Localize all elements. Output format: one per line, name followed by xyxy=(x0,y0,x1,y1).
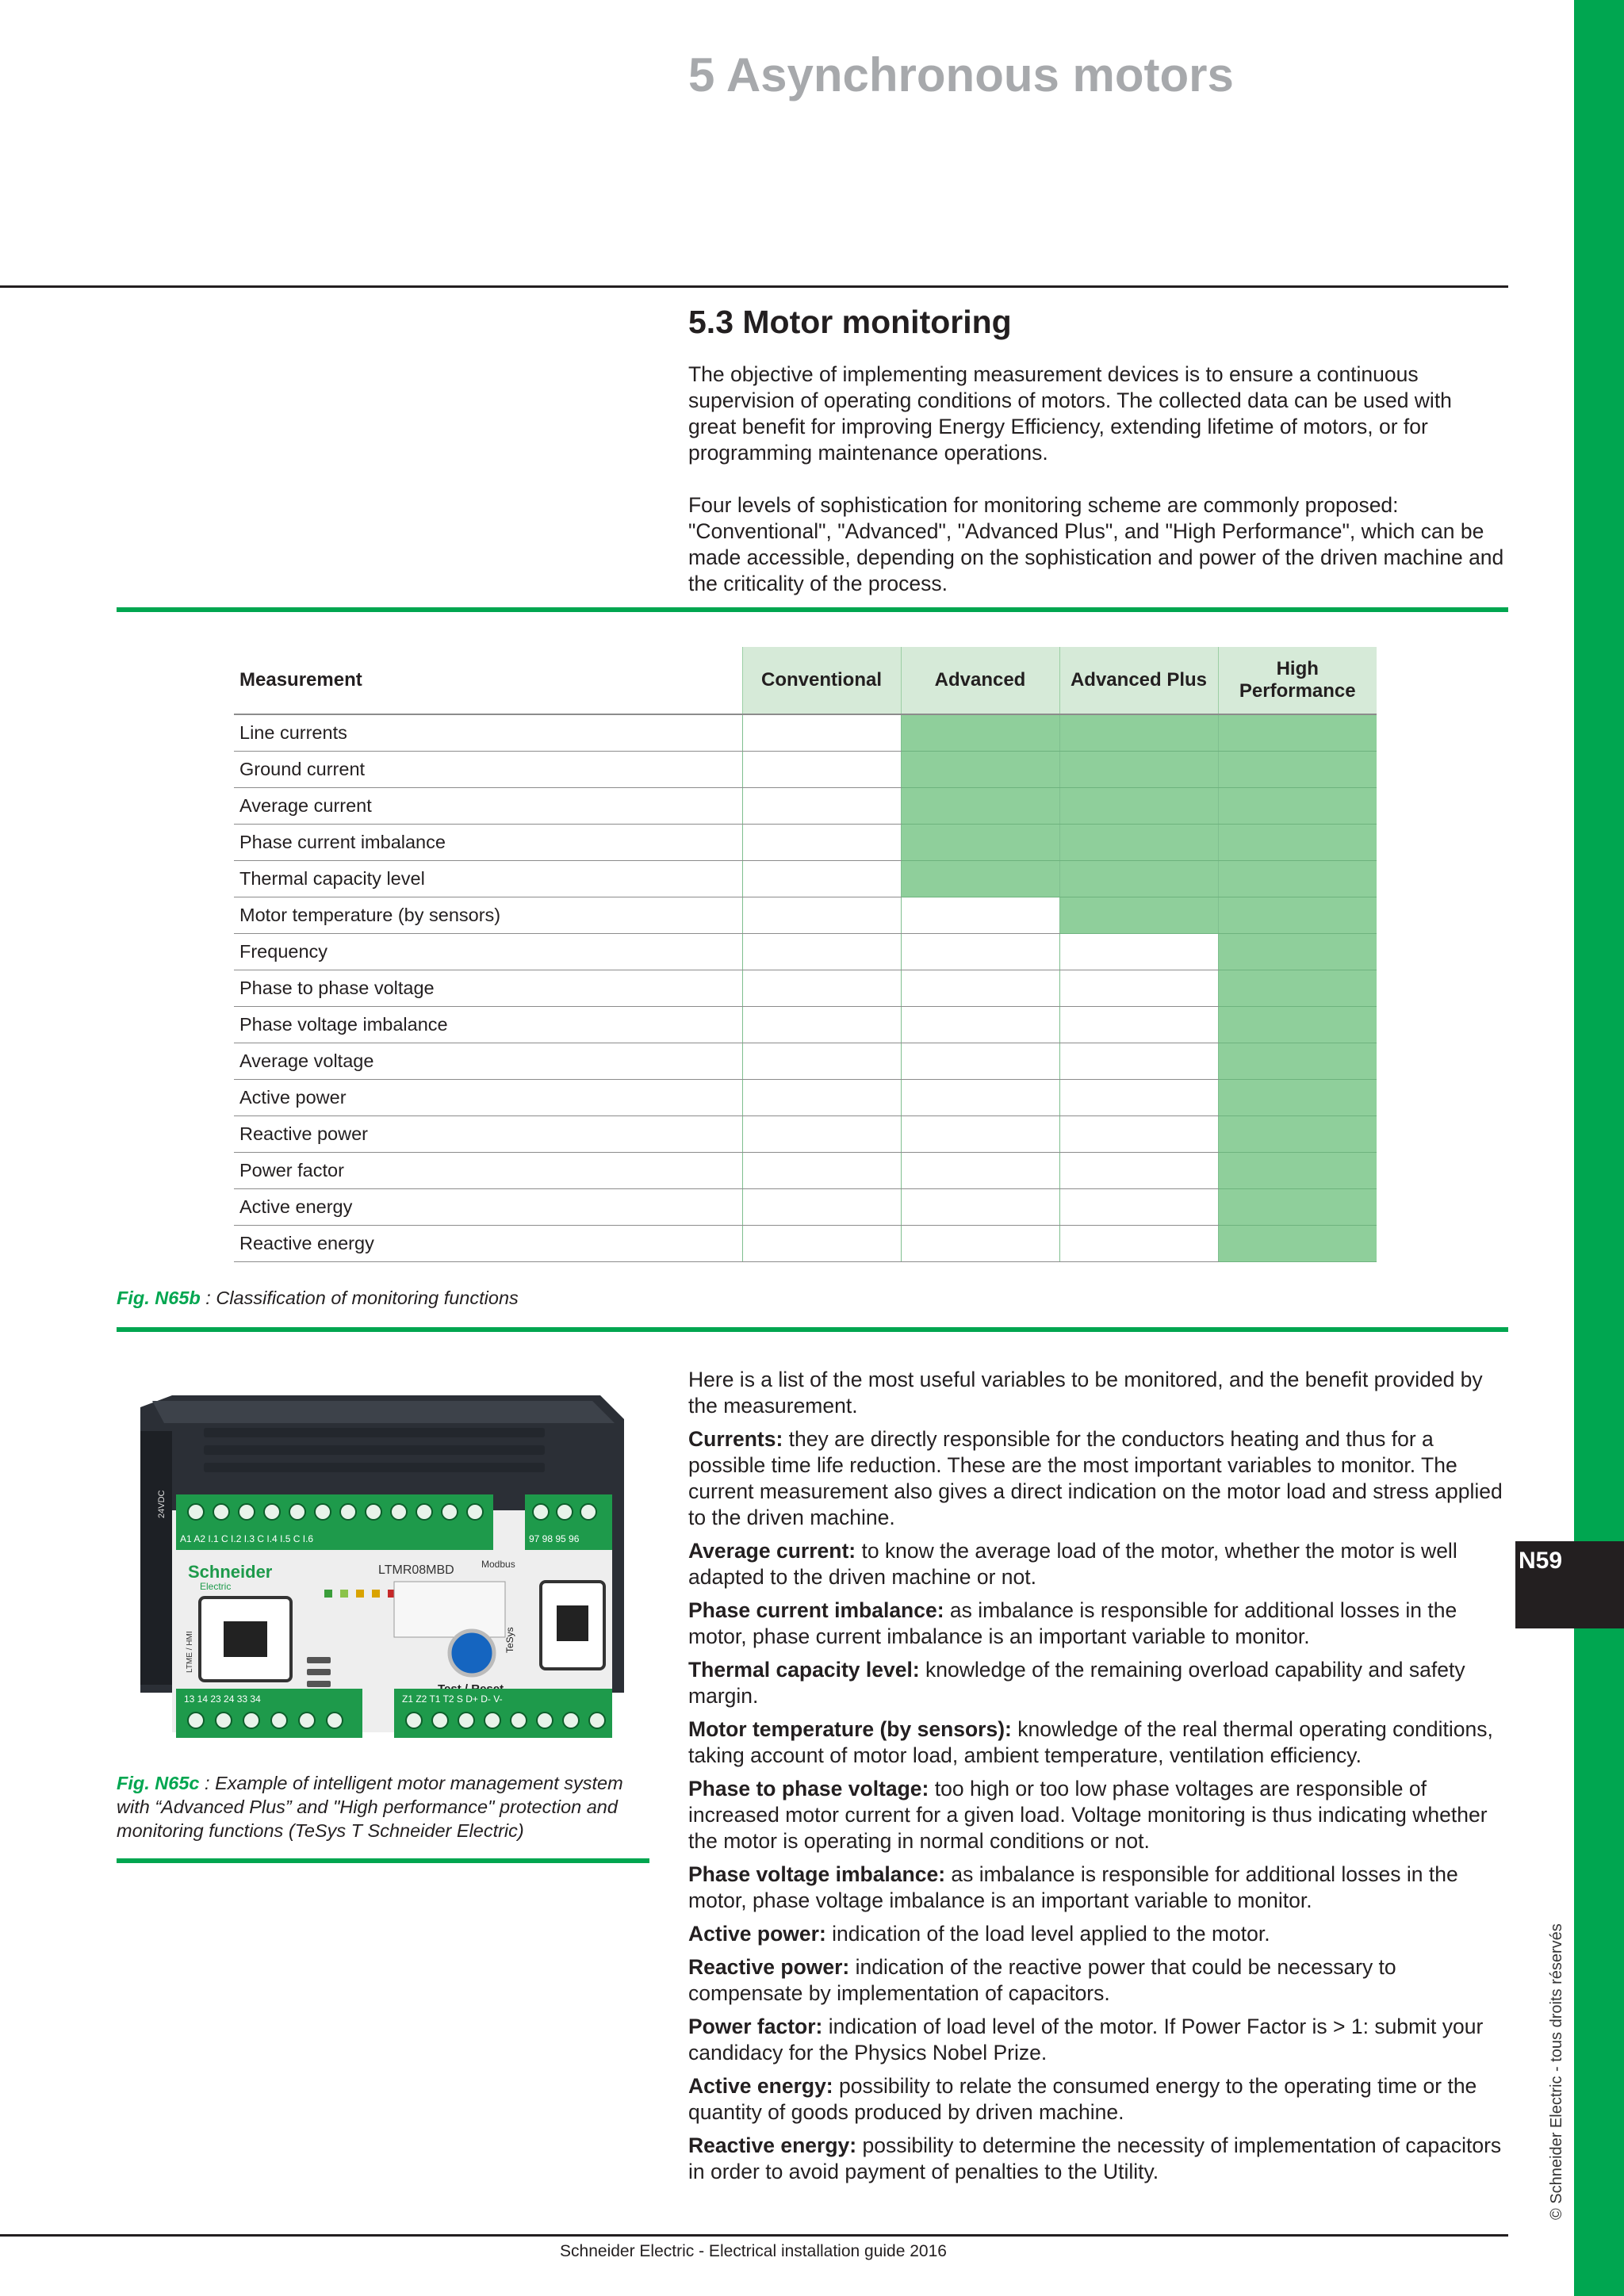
measurement-label: Phase voltage imbalance xyxy=(234,1007,742,1043)
variable-term: Thermal capacity level: xyxy=(688,1658,920,1682)
page-number-tab xyxy=(1515,1541,1624,1628)
variable-item xyxy=(688,2073,1513,2126)
header-measurement: Measurement xyxy=(234,647,742,714)
measurement-label: Power factor xyxy=(234,1153,742,1189)
variable-item xyxy=(688,2014,1513,2066)
measurement-label: Active power xyxy=(234,1080,742,1116)
section-title: 5.3 Motor monitoring xyxy=(688,304,1012,340)
intro-paragraph: Four levels of sophistication for monitoring scheme are commonly proposed: "Conventional", "Advanced", "Advanced Plus", and "High Performance", which can be made accessible, depending on the sophistication and power of the driven machine and the criticality of the process. xyxy=(688,493,1504,595)
variable-term: Phase current imbalance: xyxy=(688,1598,944,1622)
bottom-right-terminal-labels: Z1 Z2 T1 T2 S D+ D- V- xyxy=(402,1693,503,1705)
level-cell-included xyxy=(1218,1007,1377,1043)
level-cell-empty xyxy=(742,788,901,825)
level-cell-empty xyxy=(742,970,901,1007)
level-cell-empty xyxy=(742,934,901,970)
header-level: Conventional xyxy=(742,647,901,714)
variable-term: Phase voltage imbalance: xyxy=(688,1862,946,1886)
motor-management-device-image xyxy=(117,1360,632,1760)
header-level: Advanced xyxy=(901,647,1059,714)
variable-term: Currents: xyxy=(688,1427,783,1451)
measurement-label: Reactive power xyxy=(234,1116,742,1153)
level-cell-empty xyxy=(742,861,901,897)
level-cell-included xyxy=(1059,714,1218,752)
level-cell-empty xyxy=(742,1116,901,1153)
intro-text xyxy=(688,362,1505,623)
level-cell-empty xyxy=(901,1153,1059,1189)
header-level: High Performance xyxy=(1218,647,1377,714)
variable-item xyxy=(688,1598,1513,1650)
level-cell-empty xyxy=(742,752,901,788)
level-cell-empty xyxy=(1059,1043,1218,1080)
green-divider xyxy=(117,1327,1508,1332)
variable-item xyxy=(688,2133,1513,2185)
right-terminal-labels: 97 98 95 96 xyxy=(529,1533,580,1544)
table-row xyxy=(234,1116,1377,1153)
measurement-label: Thermal capacity level xyxy=(234,861,742,897)
voltage-label: 24VDC xyxy=(157,1490,167,1518)
tesys-mark: TeSys xyxy=(504,1627,515,1653)
variable-term: Active energy: xyxy=(688,2074,833,2098)
level-cell-included xyxy=(1218,714,1377,752)
level-cell-empty xyxy=(901,1189,1059,1226)
bus-label: Modbus xyxy=(481,1559,515,1570)
level-cell-included xyxy=(1218,752,1377,788)
side-green-band xyxy=(1574,0,1624,2296)
intro-paragraph: The objective of implementing measurement devices is to ensure a continuous supervision of operating conditions of motors. The collected data can be used with great benefit for improving Energy Efficiency, extending lifetime of motors, or for programming maintenance operations. xyxy=(688,362,1452,465)
level-cell-included xyxy=(1218,1226,1377,1262)
level-cell-included xyxy=(1218,1116,1377,1153)
table-row xyxy=(234,1080,1377,1116)
level-cell-included xyxy=(901,861,1059,897)
table-row xyxy=(234,970,1377,1007)
variable-description: knowledge of the remaining overload capability and safety margin. xyxy=(688,1658,1465,1708)
level-cell-included xyxy=(1059,825,1218,861)
variable-term: Motor temperature (by sensors): xyxy=(688,1717,1012,1741)
table-row xyxy=(234,1153,1377,1189)
page-number: N59 xyxy=(1519,1548,1563,1574)
level-cell-included xyxy=(1059,752,1218,788)
copyright-notice: © Schneider Electric - tous droits réservés xyxy=(1548,1923,1565,2220)
measurement-label: Active energy xyxy=(234,1189,742,1226)
level-cell-included xyxy=(901,714,1059,752)
variable-term: Power factor: xyxy=(688,2015,823,2038)
level-cell-empty xyxy=(742,897,901,934)
level-cell-included xyxy=(901,752,1059,788)
level-cell-empty xyxy=(901,1116,1059,1153)
variable-item xyxy=(688,1716,1513,1769)
level-cell-empty xyxy=(1059,934,1218,970)
level-cell-empty xyxy=(901,1226,1059,1262)
variable-description: possibility to relate the consumed energy to the operating time or the quantity of goods produced by driven machine. xyxy=(688,2074,1477,2124)
table-row xyxy=(234,1043,1377,1080)
level-cell-empty xyxy=(901,897,1059,934)
variable-term: Active power: xyxy=(688,1922,826,1946)
measurement-label: Ground current xyxy=(234,752,742,788)
level-cell-included xyxy=(1059,788,1218,825)
bottom-terminal-labels: 13 14 23 24 33 34 xyxy=(184,1693,261,1705)
variable-description: possibility to determine the necessity of implementation of capacitors in order to avoid payment of penalties to the Utility. xyxy=(688,2133,1502,2183)
table-row xyxy=(234,934,1377,970)
variable-description: to know the average load of the motor, whether the motor is well adapted to the driven machine or not. xyxy=(688,1539,1457,1589)
variable-description: as imbalance is responsible for additional losses in the motor, phase current imbalance is an important variable to monitor. xyxy=(688,1598,1457,1648)
level-cell-included xyxy=(1218,788,1377,825)
level-cell-included xyxy=(1218,861,1377,897)
green-divider xyxy=(117,1858,649,1863)
level-cell-included xyxy=(1218,1189,1377,1226)
variable-item xyxy=(688,1862,1513,1914)
table-row xyxy=(234,1007,1377,1043)
level-cell-included xyxy=(1218,825,1377,861)
table-row xyxy=(234,714,1377,752)
caption-text: : Classification of monitoring functions xyxy=(200,1288,519,1308)
variable-term: Reactive energy: xyxy=(688,2133,857,2157)
footer-divider xyxy=(0,2234,1508,2237)
measurement-label: Frequency xyxy=(234,934,742,970)
measurement-label: Line currents xyxy=(234,714,742,752)
hmi-label: LTME / HMI xyxy=(186,1631,194,1673)
level-cell-empty xyxy=(901,970,1059,1007)
level-cell-included xyxy=(1218,897,1377,934)
table-row xyxy=(234,1189,1377,1226)
level-cell-included xyxy=(1218,1153,1377,1189)
measurement-label: Average current xyxy=(234,788,742,825)
level-cell-empty xyxy=(901,1080,1059,1116)
variable-description: too high or too low phase voltages are responsible of increased motor current for a given load. Voltage monitoring is thus indicating whether the motor is operating in normal conditions or not. xyxy=(688,1777,1488,1853)
level-cell-empty xyxy=(1059,1007,1218,1043)
level-cell-empty xyxy=(1059,1189,1218,1226)
variable-item xyxy=(688,1538,1513,1590)
variable-item xyxy=(688,1426,1513,1531)
level-cell-included xyxy=(1218,1080,1377,1116)
level-cell-included xyxy=(1059,861,1218,897)
variable-term: Phase to phase voltage: xyxy=(688,1777,929,1800)
table-row xyxy=(234,752,1377,788)
measurement-label: Average voltage xyxy=(234,1043,742,1080)
variable-term: Average current: xyxy=(688,1539,856,1563)
header-level: Advanced Plus xyxy=(1059,647,1218,714)
measurement-label: Motor temperature (by sensors) xyxy=(234,897,742,934)
measurement-label: Phase to phase voltage xyxy=(234,970,742,1007)
monitored-variables-list xyxy=(688,1367,1513,2192)
level-cell-included xyxy=(901,788,1059,825)
table-row xyxy=(234,861,1377,897)
figure-number: Fig. N65b xyxy=(117,1288,201,1308)
level-cell-empty xyxy=(1059,1153,1218,1189)
top-terminal-labels: A1 A2 I.1 C I.2 I.3 C I.4 I.5 C I.6 xyxy=(180,1533,314,1544)
variable-description: they are directly responsible for the conductors heating and thus for a possible time life reduction. These are the most important variables to monitor. The current measurement also gives a direct indication on the motor load and stress applied to the driven machine. xyxy=(688,1427,1503,1529)
table-caption xyxy=(117,1286,519,1310)
footer-text: Schneider Electric - Electrical installation guide 2016 xyxy=(560,2242,947,2260)
level-cell-included xyxy=(901,825,1059,861)
variable-item xyxy=(688,1657,1513,1709)
level-cell-included xyxy=(1059,897,1218,934)
list-intro: Here is a list of the most useful variables to be monitored, and the benefit provided by the measurement. xyxy=(688,1368,1483,1418)
level-cell-empty xyxy=(742,1153,901,1189)
level-cell-empty xyxy=(901,1007,1059,1043)
table-row xyxy=(234,1226,1377,1262)
level-cell-empty xyxy=(901,1043,1059,1080)
level-cell-included xyxy=(1218,970,1377,1007)
level-cell-included xyxy=(1218,934,1377,970)
level-cell-empty xyxy=(1059,970,1218,1007)
level-cell-empty xyxy=(1059,1226,1218,1262)
figure-number: Fig. N65c xyxy=(117,1773,200,1793)
green-divider xyxy=(117,607,1508,612)
variable-description: indication of the load level applied to the motor. xyxy=(825,1922,1270,1946)
level-cell-empty xyxy=(742,1007,901,1043)
level-cell-empty xyxy=(1059,1080,1218,1116)
measurement-label: Phase current imbalance xyxy=(234,825,742,861)
table-body xyxy=(234,714,1377,1262)
level-cell-empty xyxy=(742,1226,901,1262)
measurement-label: Reactive energy xyxy=(234,1226,742,1262)
monitoring-classification-table xyxy=(234,647,1377,1262)
variable-item xyxy=(688,1954,1513,2007)
table-row xyxy=(234,788,1377,825)
table-header-row xyxy=(234,647,1377,714)
brand-logo: Schneider xyxy=(188,1562,273,1582)
level-cell-empty xyxy=(742,1189,901,1226)
section-divider xyxy=(0,285,1508,288)
chapter-title: 5 Asynchronous motors xyxy=(688,48,1234,101)
level-cell-included xyxy=(1218,1043,1377,1080)
level-cell-empty xyxy=(901,934,1059,970)
variable-description: indication of load level of the motor. If Power Factor is > 1: submit your candidacy for the Physics Nobel Prize. xyxy=(688,2015,1484,2064)
variable-term: Reactive power: xyxy=(688,1955,850,1979)
level-cell-empty xyxy=(742,825,901,861)
brand-sub: Electric xyxy=(200,1581,232,1592)
level-cell-empty xyxy=(742,1043,901,1080)
variable-description: indication of the reactive power that could be necessary to compensate by implementation of capacitors. xyxy=(688,1955,1396,2005)
caption-text: : Example of intelligent motor management system with “Advanced Plus” and "High performance" protection and monitoring functions (TeSys T Schneider Electric) xyxy=(117,1773,623,1841)
variable-description: knowledge of the real thermal operating conditions, taking account of motor load, ambient temperature, ventilation efficiency. xyxy=(688,1717,1493,1767)
variable-items xyxy=(688,1426,1513,2185)
level-cell-empty xyxy=(742,714,901,752)
variable-item xyxy=(688,1776,1513,1854)
photo-caption xyxy=(117,1771,656,1843)
variable-description: as imbalance is responsible for additional losses in the motor, phase voltage imbalance is an important variable to monitor. xyxy=(688,1862,1458,1912)
level-cell-empty xyxy=(742,1080,901,1116)
model-number: LTMR08MBD xyxy=(378,1563,454,1577)
table-row xyxy=(234,897,1377,934)
table-row xyxy=(234,825,1377,861)
variable-item xyxy=(688,1921,1513,1947)
level-cell-empty xyxy=(1059,1116,1218,1153)
